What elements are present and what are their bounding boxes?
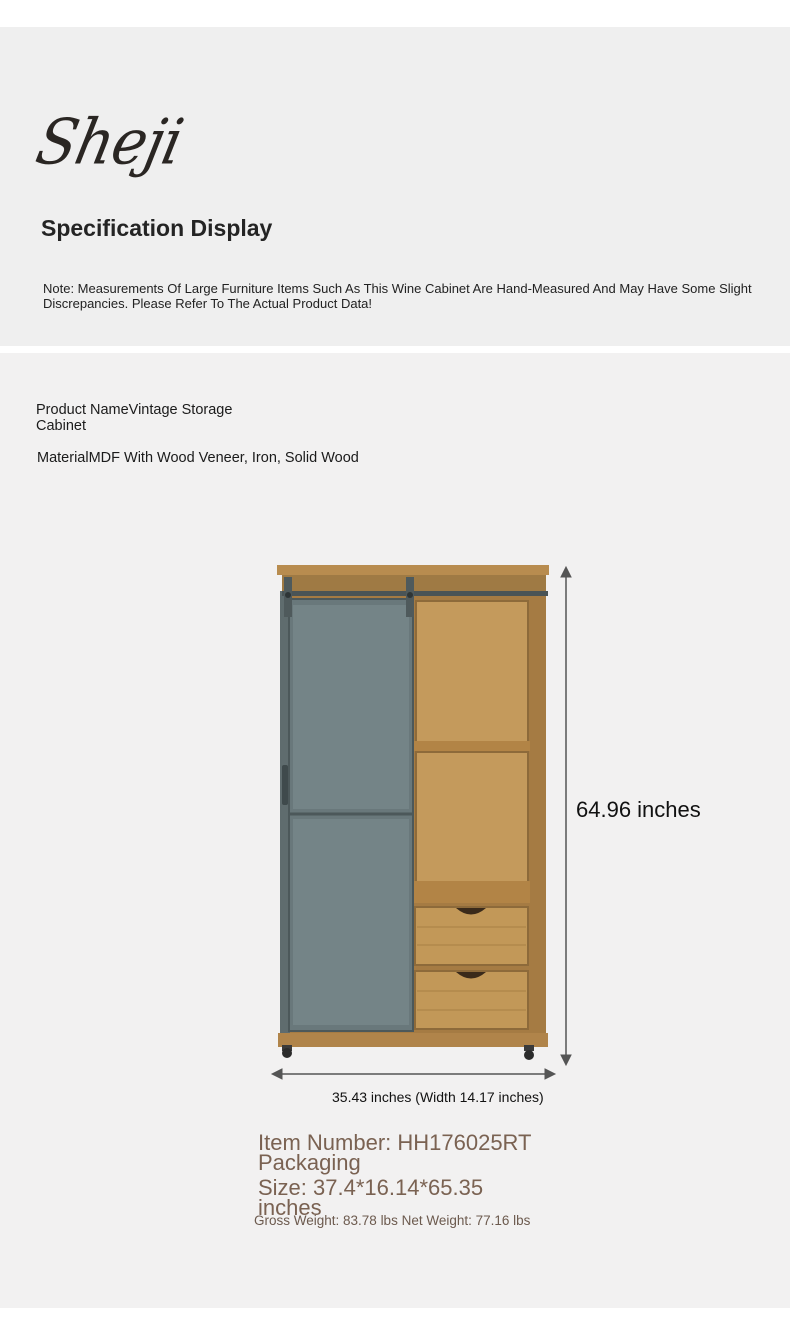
caster-wheels <box>282 1045 534 1060</box>
height-dimension-arrow <box>561 567 571 1065</box>
lower-shelf-compartment <box>416 752 528 882</box>
cabinet-illustration <box>260 555 730 1115</box>
cabinet-top <box>277 565 549 575</box>
package-size: Size: 37.4*16.14*65.35 inches <box>258 1175 484 1220</box>
weight-info: Gross Weight: 83.78 lbs Net Weight: 77.16 lbs <box>254 1213 531 1228</box>
brand-logo: Sheji <box>30 105 189 179</box>
material-spec: MaterialMDF With Wood Veneer, Iron, Solid Wood <box>37 450 359 466</box>
height-label: 64.96 inches <box>576 797 701 822</box>
middle-shelf <box>414 741 530 751</box>
product-name-spec: Product NameVintage Storage Cabinet <box>36 402 233 434</box>
upper-shelf-compartment <box>416 601 528 743</box>
width-label: 35.43 inches (Width 14.17 inches) <box>332 1089 544 1105</box>
cabinet-base <box>278 1033 548 1047</box>
upper-drawer <box>415 907 528 965</box>
lower-drawer <box>415 971 528 1029</box>
door-handle <box>282 765 288 805</box>
door-rail <box>282 591 548 596</box>
page-title: Specification Display <box>41 215 273 241</box>
width-dimension-arrow <box>272 1069 555 1079</box>
item-number: Item Number: HH176025RT Packaging <box>258 1130 532 1175</box>
measurement-note: Note: Measurements Of Large Furniture Items Such As This Wine Cabinet Are Hand-Measured And May Have Some Slight Discrepancies. Please Refer To The Actual Product Data! <box>43 281 752 311</box>
